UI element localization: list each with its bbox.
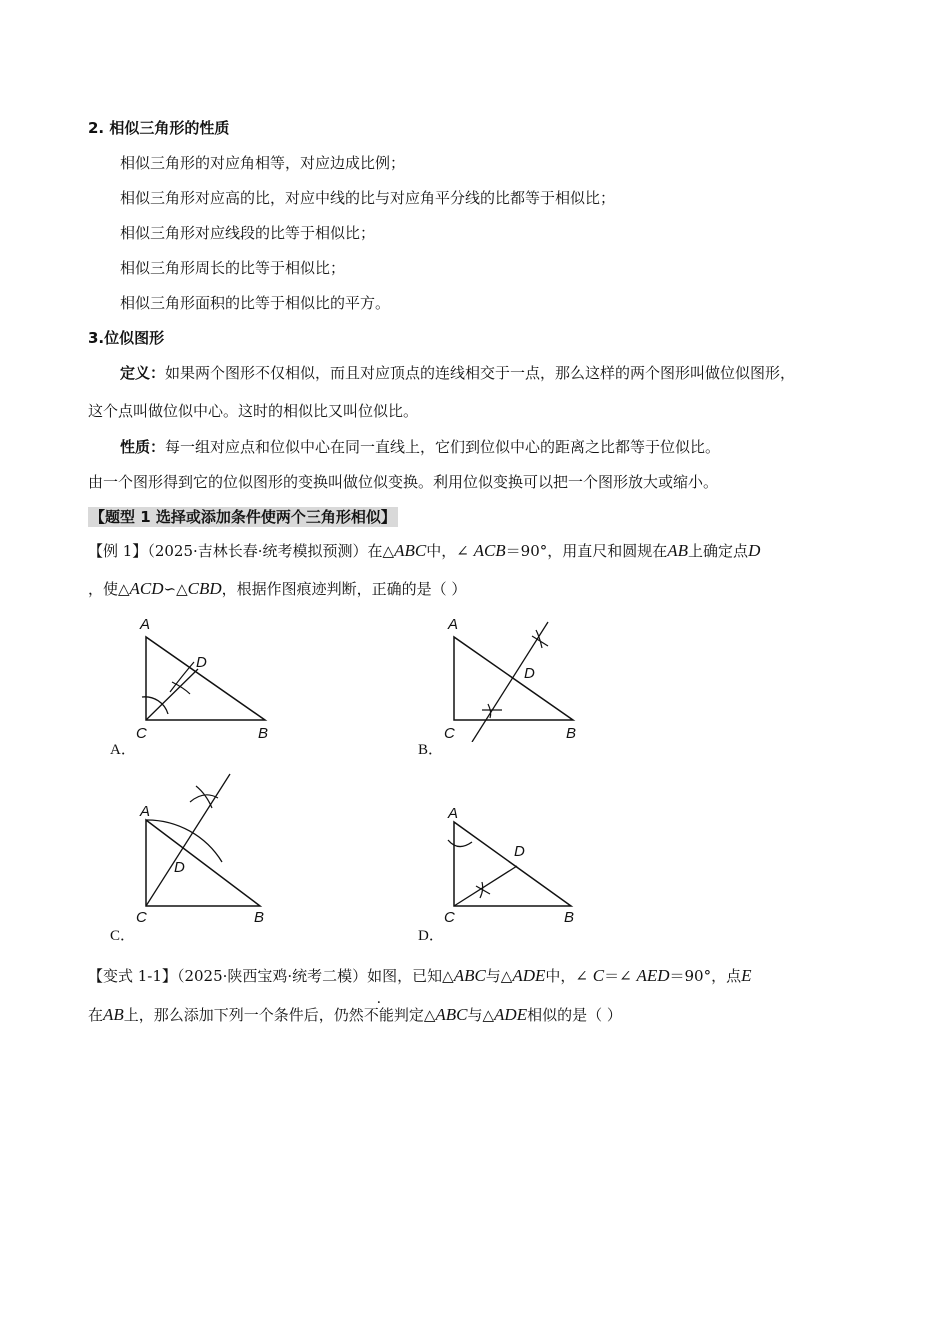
arc-cross bbox=[190, 786, 218, 808]
similar-symbol: ∽△ bbox=[163, 580, 188, 598]
perpendicular-line bbox=[472, 622, 548, 742]
triangle-acd: ACD bbox=[129, 579, 164, 598]
section3-heading: 3.位似图形 bbox=[88, 329, 165, 347]
variant1-with: 与△ bbox=[485, 967, 513, 985]
label-b: B bbox=[258, 725, 269, 742]
label-c: C bbox=[444, 725, 455, 742]
triangle-shape bbox=[454, 637, 573, 720]
point-e: E bbox=[741, 966, 752, 985]
triangle-symbol: △ bbox=[382, 542, 395, 560]
triangle-ade-2: ADE bbox=[494, 1005, 528, 1024]
label-b: B bbox=[564, 909, 575, 926]
triangle-shape bbox=[146, 637, 265, 720]
construction-line bbox=[146, 774, 230, 906]
example1-line2-post: ，根据作图痕迹判断，正确的是（ ） bbox=[221, 580, 467, 598]
segment-ab: AB bbox=[103, 1005, 124, 1024]
label-a: A bbox=[140, 803, 151, 820]
point-d: D bbox=[748, 541, 761, 560]
triangle-shape bbox=[454, 822, 571, 906]
example1-line2-pre: ，使△ bbox=[88, 580, 130, 598]
emphasis-not: 不能 bbox=[363, 1006, 394, 1024]
example1-line-2 bbox=[88, 578, 466, 600]
topic-title bbox=[88, 506, 398, 528]
transformation-line: 由一个图形得到它的位似图形的变换叫做位似变换。利用位似变换可以把一个图形放大或缩小。 bbox=[88, 473, 719, 491]
arc-mark bbox=[146, 820, 222, 862]
label-d: D bbox=[174, 859, 185, 876]
triangle-cbd: CBD bbox=[187, 579, 222, 598]
property-line-3: 相似三角形对应线段的比等于相似比； bbox=[120, 224, 376, 242]
topic-title-text: 【题型 1 选择或添加条件使两个三角形相似】 bbox=[90, 508, 396, 526]
label-a: A bbox=[140, 616, 151, 633]
label-b: B bbox=[254, 909, 265, 922]
label-d: D bbox=[524, 665, 535, 682]
property-label: 性质： bbox=[120, 438, 166, 456]
choice-d[interactable]: D． bbox=[418, 928, 444, 944]
variant1-eq1: ＝∠ bbox=[604, 967, 632, 985]
figure-c bbox=[132, 772, 282, 922]
variant1-tag: 【变式 1-1】 bbox=[88, 967, 177, 985]
bisector-line bbox=[146, 669, 198, 720]
property-line-5: 相似三角形面积的比等于相似比的平方。 bbox=[120, 294, 391, 312]
figure-a bbox=[132, 612, 282, 742]
perpendicular-line bbox=[454, 866, 517, 906]
variant1-line-2 bbox=[88, 1004, 622, 1026]
variant1-line2-b: 上，那么添加下列一个条件后，仍然 bbox=[123, 1006, 364, 1024]
label-b: B bbox=[566, 725, 577, 742]
triangle-abc: ABC bbox=[453, 966, 486, 985]
definition-label: 定义： bbox=[120, 364, 166, 382]
label-a: A bbox=[448, 805, 459, 822]
property-text: 每一组对应点和位似中心在同一直线上，它们到位似中心的距离之比都等于位似比。 bbox=[165, 438, 721, 456]
definition-text-1: 如果两个图形不仅相似，而且对应顶点的连线相交于一点，那么这样的两个图形叫做位似图形， bbox=[165, 364, 796, 382]
label-d: D bbox=[514, 843, 525, 860]
section2-heading: 2. 相似三角形的性质 bbox=[88, 119, 230, 137]
variant1-line2-d: 与△ bbox=[467, 1006, 495, 1024]
angle-c: C bbox=[592, 966, 605, 985]
label-c: C bbox=[136, 909, 147, 922]
example1-source: （2025·吉林长春·统考模拟预测）在 bbox=[147, 542, 383, 560]
variant1-eq2: ＝90°，点 bbox=[669, 967, 742, 985]
variant1-line2-e: 相似的是（ ） bbox=[527, 1006, 622, 1024]
triangle-ade: ADE bbox=[512, 966, 546, 985]
example1-mid1: 中， bbox=[426, 542, 457, 560]
label-a: A bbox=[448, 616, 459, 633]
label-c: C bbox=[444, 909, 455, 926]
variant1-line2-c: 判定△ bbox=[393, 1006, 436, 1024]
example1-mid2: 上确定点 bbox=[688, 542, 749, 560]
label-c: C bbox=[136, 725, 147, 742]
figure-b bbox=[440, 612, 590, 742]
angle-symbol: ∠ bbox=[456, 542, 469, 560]
choice-b[interactable]: B． bbox=[418, 742, 444, 758]
choice-a[interactable]: A． bbox=[110, 742, 136, 758]
property-line-2: 相似三角形对应高的比，对应中线的比与对应角平分线的比都等于相似比； bbox=[120, 189, 616, 207]
variant1-source: （2025·陕西宝鸡·统考二模）如图，已知△ bbox=[176, 967, 454, 985]
angle-acb: ACB bbox=[473, 541, 506, 560]
figure-d bbox=[440, 800, 590, 928]
property-statement bbox=[120, 436, 720, 458]
definition-line-2: 这个点叫做位似中心。这时的相似比又叫位似比。 bbox=[88, 402, 419, 420]
arc-cross-top bbox=[532, 630, 548, 648]
triangle-abc-2: ABC bbox=[435, 1005, 468, 1024]
example1-line-1 bbox=[88, 540, 760, 562]
arc-mark bbox=[448, 840, 472, 847]
variant1-mid: 中，∠ bbox=[545, 967, 588, 985]
variant1-line-1 bbox=[88, 965, 751, 987]
segment-ab: AB bbox=[667, 541, 689, 560]
triangle-abc: ABC bbox=[394, 541, 427, 560]
label-d: D bbox=[196, 654, 207, 671]
definition-line-1 bbox=[120, 362, 795, 384]
triangle-shape bbox=[146, 820, 260, 906]
variant1-line2-a: 在 bbox=[88, 1006, 104, 1024]
example1-tag: 【例 1】 bbox=[88, 542, 148, 560]
property-line-4: 相似三角形周长的比等于相似比； bbox=[120, 259, 346, 277]
example1-eq: ＝90°，用直尺和圆规在 bbox=[505, 542, 668, 560]
property-line-1: 相似三角形的对应角相等，对应边成比例； bbox=[120, 154, 406, 172]
angle-aed: AED bbox=[636, 966, 670, 985]
choice-c[interactable]: C． bbox=[110, 928, 136, 944]
